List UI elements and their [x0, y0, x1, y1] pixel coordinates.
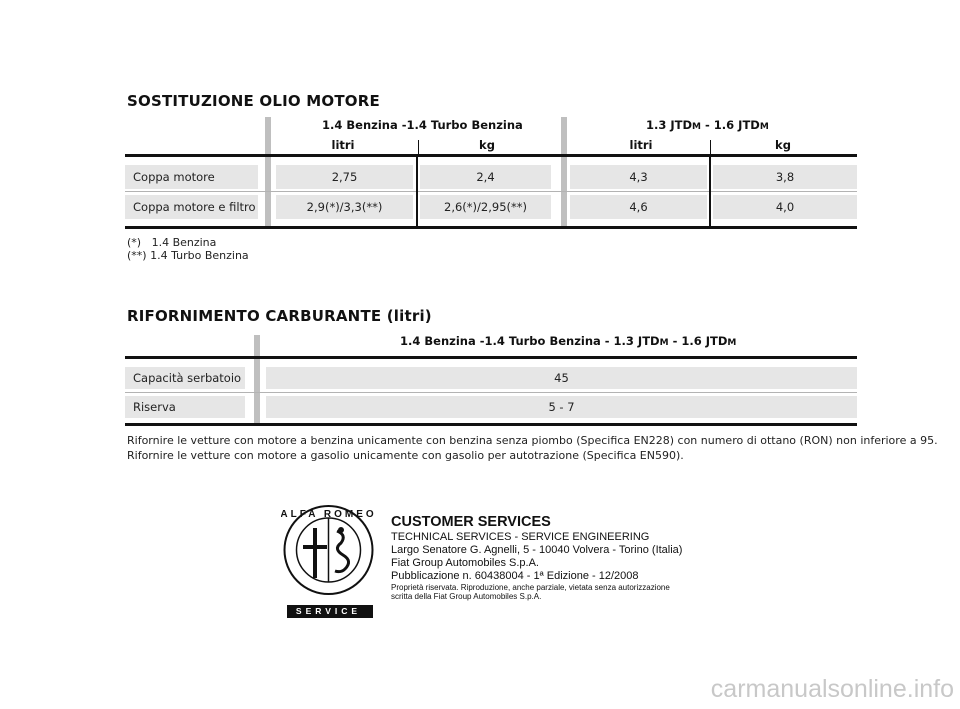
row-divider — [125, 191, 857, 192]
fuel-note-paragraph: Rifornire le vetture con motore a benzina unicamente con benzina senza piombo (Specifica EN228) con numero di ottano (RON) non inferiore a 95. — [127, 434, 938, 447]
header-divider — [418, 140, 419, 154]
fuel-header: 1.4 Benzina -1.4 Turbo Benzina - 1.3 JTDM - 1.6 JTDM — [400, 334, 737, 348]
row-label: Coppa motore e filtro — [125, 195, 258, 219]
reserve-value: 5 - 7 — [266, 396, 857, 418]
watermark: carmanualsonline.info — [710, 675, 954, 703]
fuel-note-paragraph: Rifornire le vetture con motore a gasolio unicamente con gasolio per autotrazione (Specifica EN590). — [127, 449, 684, 462]
footer-line: TECHNICAL SERVICES - SERVICE ENGINEERING — [391, 531, 650, 543]
row-divider — [125, 392, 857, 393]
table-bottom-rule — [125, 226, 857, 229]
svg-text:ALFA ROMEO: ALFA ROMEO — [281, 509, 376, 520]
footer-line: Pubblicazione n. 60438004 - 1ª Edizione - 12/2008 — [391, 570, 639, 582]
petrol-kg-value: 2,6(*)/2,95(**) — [420, 195, 551, 219]
footer-line: Fiat Group Automobiles S.p.A. — [391, 557, 539, 569]
diesel-kg-value: 4,0 — [713, 195, 857, 219]
fuel-table-top-rule — [125, 356, 857, 359]
diesel-kg-value: 3,8 — [713, 165, 857, 189]
diesel-group-header: 1.3 JTDM - 1.6 JTDM — [646, 118, 769, 132]
oil-section-title: SOSTITUZIONE OLIO MOTORE — [127, 92, 380, 110]
footer-copyright: scritta della Fiat Group Automobiles S.p.A. — [391, 592, 542, 601]
petrol-litri-value: 2,9(*)/3,3(**) — [276, 195, 413, 219]
column-separator — [561, 117, 567, 227]
petrol-litri-value: 2,75 — [276, 165, 413, 189]
row-label: Coppa motore — [125, 165, 258, 189]
fuel-table-bottom-rule — [125, 423, 857, 426]
footer-line: Largo Senatore G. Agnelli, 5 - 10040 Volvera - Torino (Italia) — [391, 544, 683, 556]
column-separator — [254, 335, 260, 425]
diesel-litri-value: 4,6 — [570, 195, 707, 219]
fuel-section-title: RIFORNIMENTO CARBURANTE (litri) — [127, 307, 432, 325]
diesel-litri-header: litri — [629, 138, 653, 152]
table-top-rule — [125, 154, 857, 157]
diesel-litri-value: 4,3 — [570, 165, 707, 189]
row-label: Capacità serbatoio — [125, 367, 245, 389]
footer-copyright: Proprietà riservata. Riproduzione, anche parziale, vietata senza autorizzazione — [391, 583, 670, 592]
tank-capacity-value: 45 — [266, 367, 857, 389]
column-separator — [265, 117, 271, 227]
row-label: Riserva — [125, 396, 245, 418]
petrol-kg-header: kg — [479, 138, 495, 152]
column-divider — [709, 157, 711, 227]
petrol-litri-header: litri — [331, 138, 355, 152]
footnote: (**) 1.4 Turbo Benzina — [127, 249, 249, 262]
diesel-kg-header: kg — [775, 138, 791, 152]
customer-services-title: CUSTOMER SERVICES — [391, 514, 551, 530]
petrol-group-header: 1.4 Benzina -1.4 Turbo Benzina — [322, 118, 523, 132]
footnote: (*) 1.4 Benzina — [127, 236, 217, 249]
petrol-kg-value: 2,4 — [420, 165, 551, 189]
service-label: SERVICE — [295, 605, 362, 616]
column-divider — [416, 157, 418, 227]
header-divider — [710, 140, 711, 154]
